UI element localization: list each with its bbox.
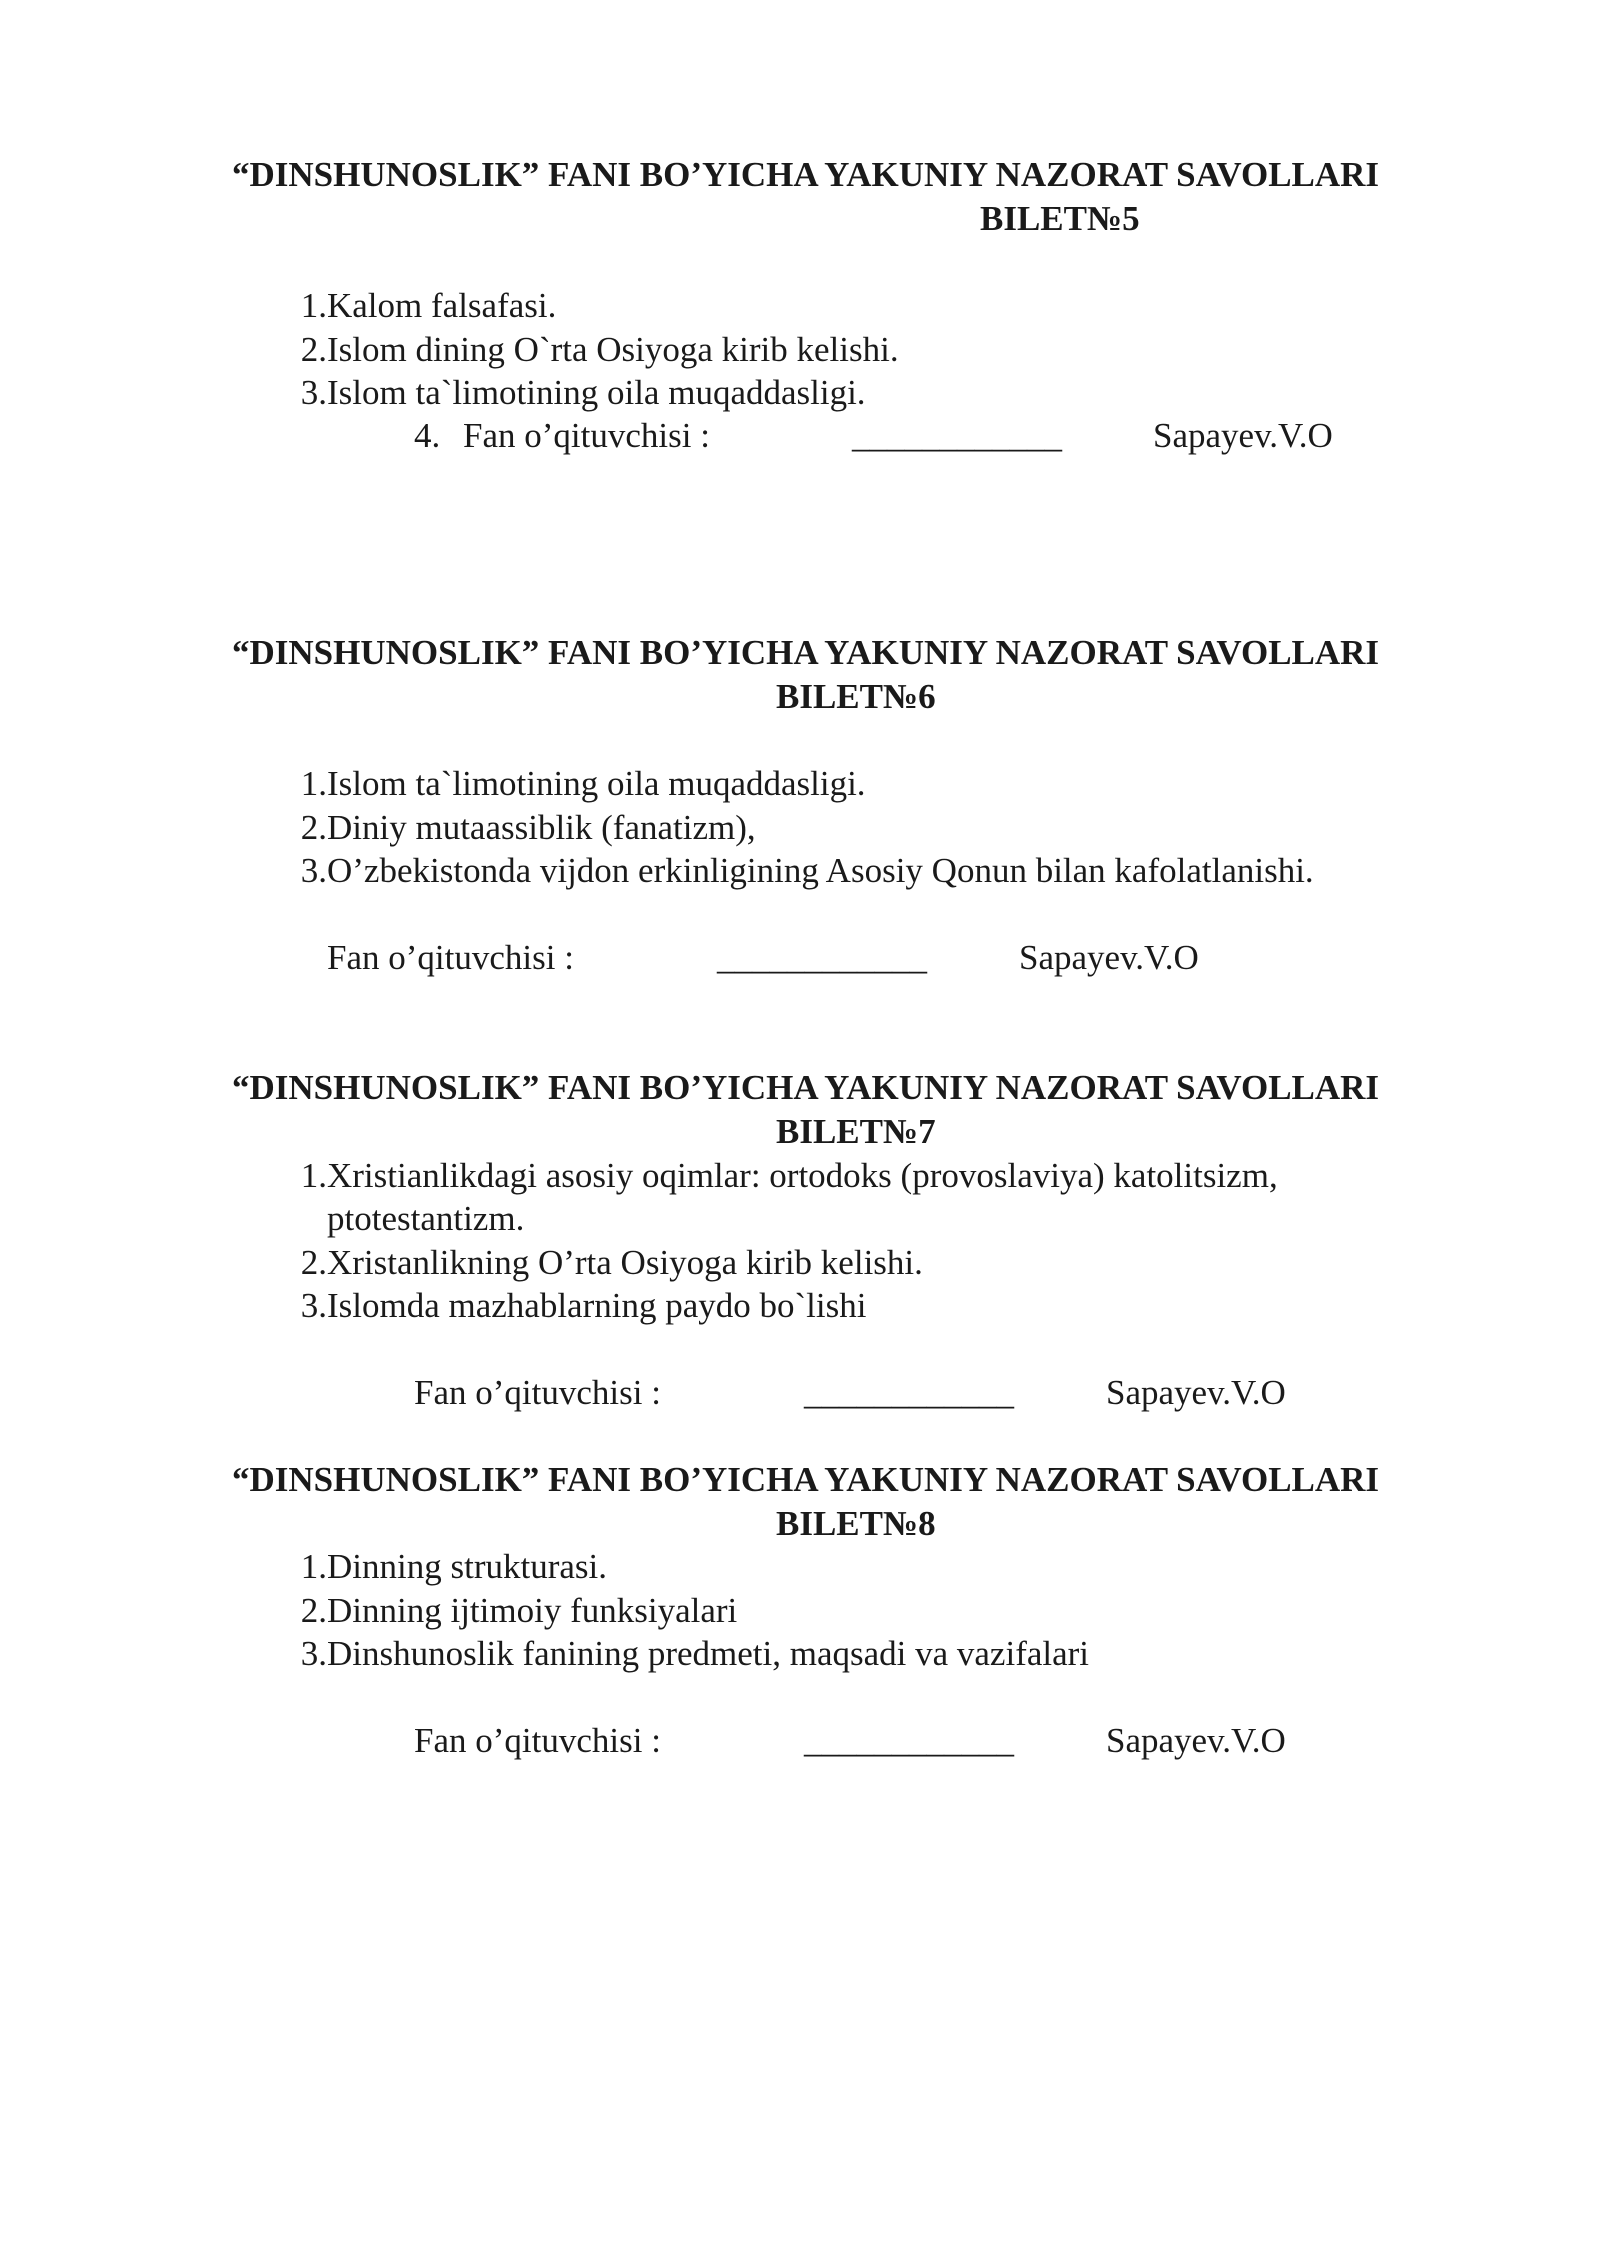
teacher-name: Sapayev.V.O [1106,1721,1286,1760]
ticket-number: BILET№8 [776,1504,936,1543]
question-text: ptotestantizm. [327,1199,525,1238]
question-text: Islom ta`limotining oila muqaddasligi. [327,373,866,412]
question-number: 2. [300,1243,327,1282]
question-number: 2. [300,330,327,369]
question-text: Islom dining O`rta Osiyoga kirib kelishi. [327,330,899,369]
teacher-name: Sapayev.V.O [1019,938,1199,977]
teacher-name: Sapayev.V.O [1153,416,1333,455]
question-number: 3. [300,373,327,412]
ticket-heading: “DINSHUNOSLIK” FANI BO’YICHA YAKUNIY NAZORAT SAVOLLARI [232,1068,1380,1107]
ticket-heading: “DINSHUNOSLIK” FANI BO’YICHA YAKUNIY NAZORAT SAVOLLARI [232,155,1380,194]
question-text: Dinning strukturasi. [327,1547,607,1586]
question-text: Kalom falsafasi. [327,286,557,325]
ticket-number: BILET№6 [776,677,936,716]
question-number: 3. [300,1286,327,1325]
signature-label: Fan o’qituvchisi : [327,938,574,977]
ticket-number: BILET№5 [980,199,1140,238]
question-text: Dinshunoslik fanining predmeti, maqsadi va vazifalari [327,1634,1090,1673]
signature-line: ____________ [717,938,927,977]
signature-number: 4. [414,416,441,455]
question-number: 1. [300,764,327,803]
question-number: 1. [300,1547,327,1586]
signature-line: ____________ [804,1373,1014,1412]
question-text: Xristianlikdagi asosiy oqimlar: ortodoks (provoslaviya) katolitsizm, [327,1156,1278,1195]
question-number: 1. [300,1156,327,1195]
question-text: Dinning ijtimoiy funksiyalari [327,1591,738,1630]
question-number: 1. [300,286,327,325]
signature-label: Fan o’qituvchisi : [414,1721,661,1760]
question-text: Xristanlikning O’rta Osiyoga kirib kelishi. [327,1243,923,1282]
question-number: 3. [300,851,327,890]
question-number: 2. [300,808,327,847]
ticket-heading: “DINSHUNOSLIK” FANI BO’YICHA YAKUNIY NAZORAT SAVOLLARI [232,633,1380,672]
question-text: Islomda mazhablarning paydo bo`lishi [327,1286,867,1325]
question-number: 3. [300,1634,327,1673]
signature-label: Fan o’qituvchisi : [414,1373,661,1412]
question-text: O’zbekistonda vijdon erkinligining Asosiy Qonun bilan kafolatlanishi. [327,851,1314,890]
signature-line: ____________ [852,416,1062,455]
question-text: Islom ta`limotining oila muqaddasligi. [327,764,866,803]
question-text: Diniy mutaassiblik (fanatizm), [327,808,756,847]
signature-label: Fan o’qituvchisi : [463,416,710,455]
ticket-heading: “DINSHUNOSLIK” FANI BO’YICHA YAKUNIY NAZORAT SAVOLLARI [232,1460,1380,1499]
teacher-name: Sapayev.V.O [1106,1373,1286,1412]
question-number: 2. [300,1591,327,1630]
signature-line: ____________ [804,1721,1014,1760]
ticket-number: BILET№7 [776,1112,936,1151]
